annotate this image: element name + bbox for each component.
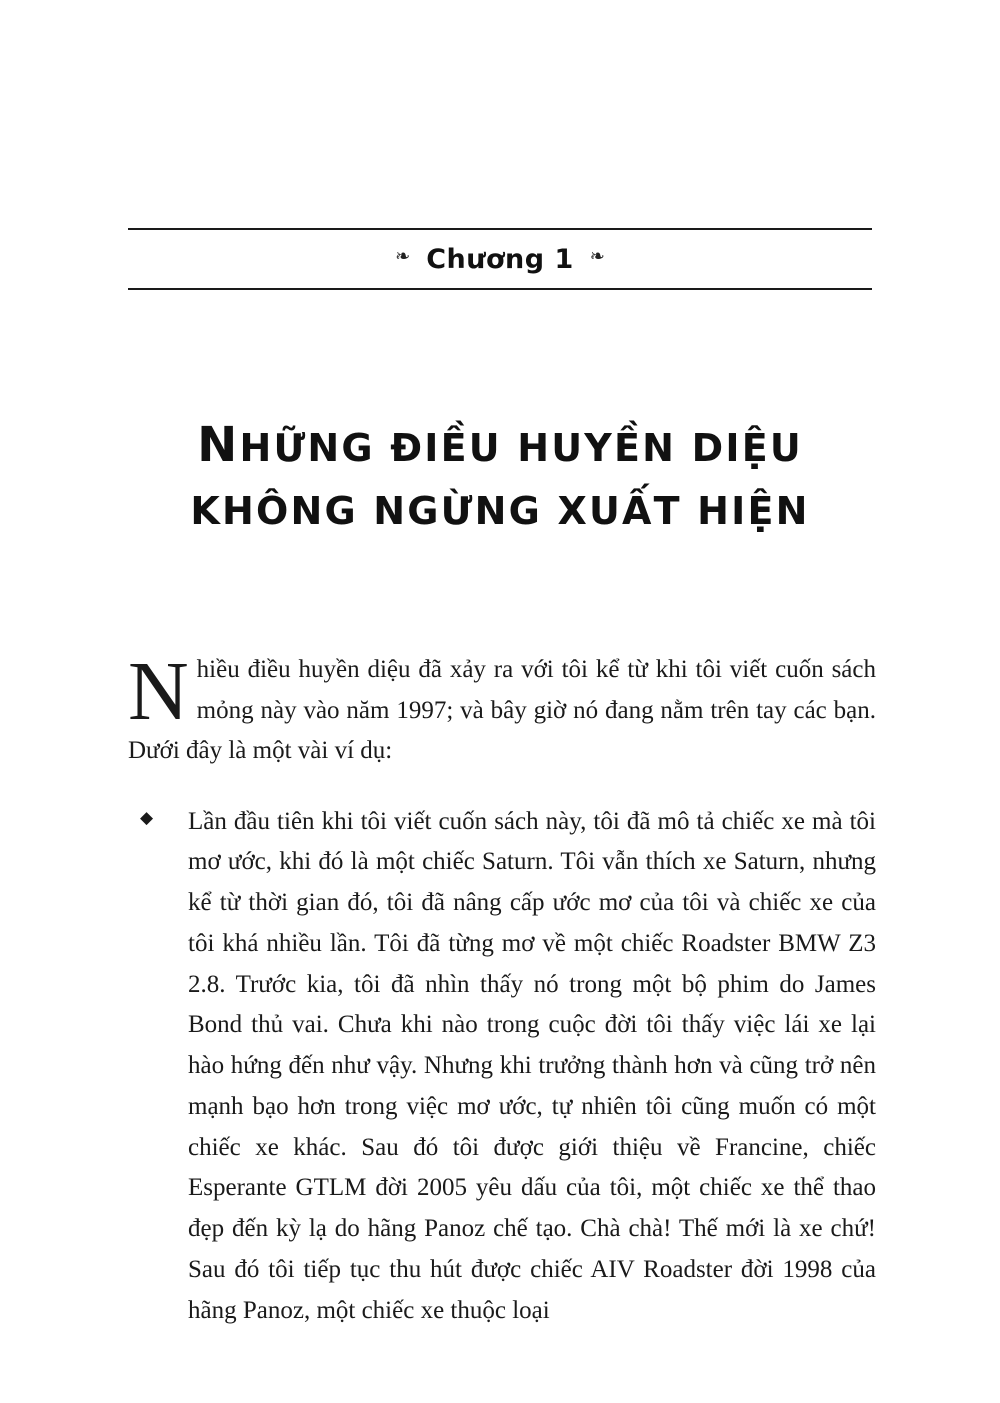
title-line-1-capital: N <box>197 417 240 473</box>
chapter-header <box>128 228 872 290</box>
body-text <box>128 645 876 1331</box>
bullet-diamond-icon: ◆ <box>140 807 154 827</box>
page-title <box>128 408 872 541</box>
chapter-label: Chương 1 <box>426 243 574 275</box>
ornament-left-icon: ❧ <box>395 246 411 267</box>
lead-paragraph-text: hiều điều huyền diệu đã xảy ra với tôi kể từ khi tôi viết cuốn sách mỏng này vào năm 1997; và bây giờ nó đang nằm trên tay các bạn. Dưới đây là một vài ví dụ: <box>128 656 876 764</box>
list-item <box>128 802 876 1332</box>
bullet-list <box>128 802 876 1332</box>
lead-paragraph <box>128 645 876 772</box>
title-line-1-rest: HỮNG ĐIỀU HUYỀN DIỆU <box>239 426 803 470</box>
title-line-2: KHÔNG NGỪNG XUẤT HIỆN <box>190 489 810 534</box>
list-item-text: Lần đầu tiên khi tôi viết cuốn sách này, tôi đã mô tả chiếc xe mà tôi mơ ước, khi đó là một chiếc Saturn. Tôi vẫn thích xe Saturn, nhưng kể từ thời gian đó, tôi đã nâng cấp ước mơ của tôi và chiếc xe của tôi khá nhiều lần. Tôi đã từng mơ về một chiếc Roadster BMW Z3 2.8. Trước kia, tôi đã nhìn thấy nó trong một bộ phim do James Bond thủ vai. Chưa khi nào trong cuộc đời tôi thấy việc lái xe lại hào hứng đến như vậy. Nhưng khi trưởng thành hơn và cũng trở nên mạnh bạo hơn trong việc mơ ước, tự nhiên tôi cũng muốn có một chiếc xe khác. Sau đó tôi được giới thiệu về Francine, chiếc Esperante GTLM đời 2005 yêu dấu của tôi, một chiếc xe thể thao đẹp đến kỳ lạ do hãng Panoz chế tạo. Chà chà! Thế mới là xe chứ! Sau đó tôi tiếp tục thu hút được chiếc AIV Roadster đời 1998 của hãng Panoz, một chiếc xe thuộc loại <box>188 807 876 1324</box>
title-line-1 <box>128 408 872 482</box>
drop-cap: N <box>128 645 189 738</box>
ornament-right-icon: ❧ <box>589 246 605 267</box>
chapter-rule-bottom <box>128 288 872 290</box>
chapter-header-inner <box>128 230 872 288</box>
